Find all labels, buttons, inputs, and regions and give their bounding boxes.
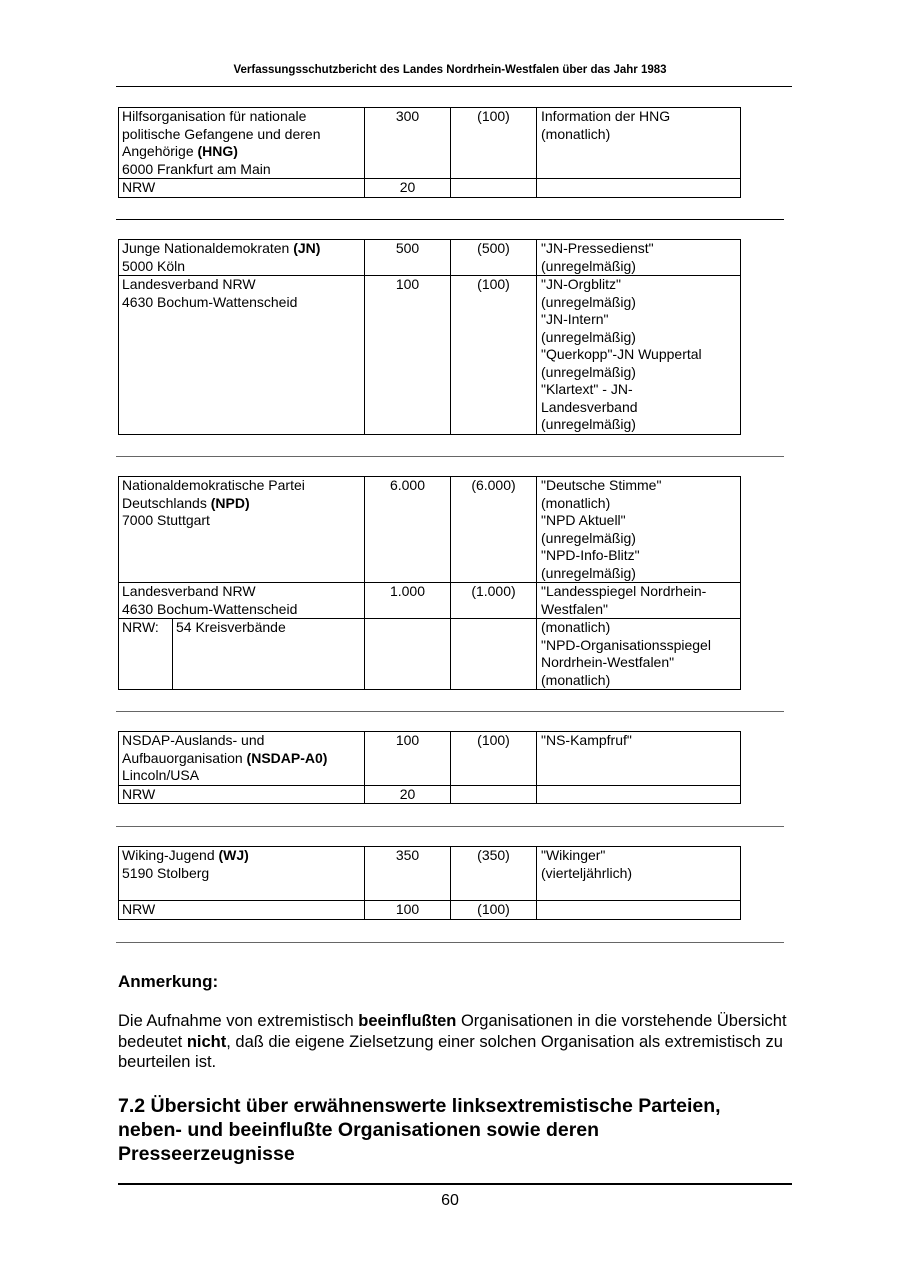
table-row: [119, 732, 741, 786]
table-nsdap: [118, 731, 741, 804]
nrw-members-cell: 100: [365, 901, 451, 920]
table-row: [119, 276, 741, 435]
publication-cell: Information der HNG (monatlich): [537, 108, 741, 179]
nrw-label: NRW: [119, 901, 365, 920]
table-row: [119, 901, 741, 920]
page-number: 60: [441, 1192, 459, 1209]
prev-members-cell: (1.000): [451, 583, 537, 619]
header-rule: [116, 86, 792, 87]
members-cell: 100: [365, 732, 451, 786]
table-row: [119, 619, 741, 690]
separator-rule: [116, 826, 784, 827]
nrw-prev-members-cell: (100): [451, 901, 537, 920]
table-wj: [118, 846, 741, 920]
table-row: [119, 477, 741, 583]
nrw-label: NRW:: [119, 619, 173, 690]
publication-cell: "Wikinger" (vierteljährlich): [537, 847, 741, 901]
table-row: [119, 240, 741, 276]
prev-members-cell: (100): [451, 276, 537, 435]
members-cell: 500: [365, 240, 451, 276]
publication-cell: "NS-Kampfruf": [537, 732, 741, 786]
publication-cell: "Landesspiegel Nordrhein- Westfalen": [537, 583, 741, 619]
table-row: [119, 847, 741, 901]
kreisverbaende-cell: 54 Kreisverbände: [173, 619, 365, 690]
members-cell: 300: [365, 108, 451, 179]
members-cell: 6.000: [365, 477, 451, 583]
nrw-label: NRW: [119, 785, 365, 804]
table-npd: [118, 476, 741, 690]
org-cell: Nationaldemokratische Partei Deutschlands (NPD) 7000 Stuttgart: [119, 477, 365, 583]
prev-members-cell: (350): [451, 847, 537, 901]
running-header: Verfassungsschutzbericht des Landes Nordrhein-Westfalen über das Jahr 1983: [233, 64, 667, 76]
org-cell: Junge Nationaldemokraten (JN) 5000 Köln: [119, 240, 365, 276]
section-heading: 7.2 Übersicht über erwähnenswerte linksextremistische Parteien, neben- und beeinflußte Organisationen sowie deren Presseerzeugnisse: [118, 1095, 721, 1165]
org-cell: Wiking-Jugend (WJ) 5190 Stolberg: [119, 847, 365, 901]
members-cell: 100: [365, 276, 451, 435]
publication-cell: "JN-Orgblitz" (unregelmäßig) "JN-Intern" (unregelmäßig) "Querkopp"-JN Wuppertal (unregelmäßig) "Klartext" - JN- Landesverband (unregelmäßig): [537, 276, 741, 435]
nrw-members-cell: 20: [365, 785, 451, 804]
members-cell: 350: [365, 847, 451, 901]
prev-members-cell: (6.000): [451, 477, 537, 583]
prev-members-cell: (100): [451, 108, 537, 179]
table-hng: [118, 107, 741, 198]
separator-rule: [116, 219, 784, 220]
prev-members-cell: (100): [451, 732, 537, 786]
org-cell: Landesverband NRW 4630 Bochum-Wattenscheid: [119, 583, 365, 619]
prev-members-cell: (500): [451, 240, 537, 276]
table-row: [119, 179, 741, 198]
note-paragraph: Die Aufnahme von extremistisch beeinflußten Organisationen in die vorstehende Übersicht bedeutet nicht, daß die eigene Zielsetzung einer solchen Organisation als extremistisch zu beurteilen ist.: [118, 1012, 787, 1071]
publication-cell: "Deutsche Stimme" (monatlich) "NPD Aktuell" (unregelmäßig) "NPD-Info-Blitz" (unregelmäßig): [537, 477, 741, 583]
table-row: [119, 785, 741, 804]
publication-cell: (monatlich) "NPD-Organisationsspiegel Nordrhein-Westfalen" (monatlich): [537, 619, 741, 690]
nrw-members-cell: 20: [365, 179, 451, 198]
org-cell: NSDAP-Auslands- und Aufbauorganisation (NSDAP-A0) Lincoln/USA: [119, 732, 365, 786]
note-title: Anmerkung:: [118, 972, 219, 991]
members-cell: 1.000: [365, 583, 451, 619]
org-cell: Landesverband NRW 4630 Bochum-Wattenscheid: [119, 276, 365, 435]
nrw-label: NRW: [119, 179, 365, 198]
separator-rule: [116, 456, 784, 457]
separator-rule: [116, 942, 784, 943]
footer-rule: [118, 1183, 792, 1185]
separator-rule: [116, 711, 784, 712]
table-row: [119, 108, 741, 179]
publication-cell: "JN-Pressedienst" (unregelmäßig): [537, 240, 741, 276]
org-cell: Hilfsorganisation für nationale politische Gefangene und deren Angehörige (HNG) 6000 Frankfurt am Main: [119, 108, 365, 179]
table-row: [119, 583, 741, 619]
table-jn: [118, 239, 741, 435]
